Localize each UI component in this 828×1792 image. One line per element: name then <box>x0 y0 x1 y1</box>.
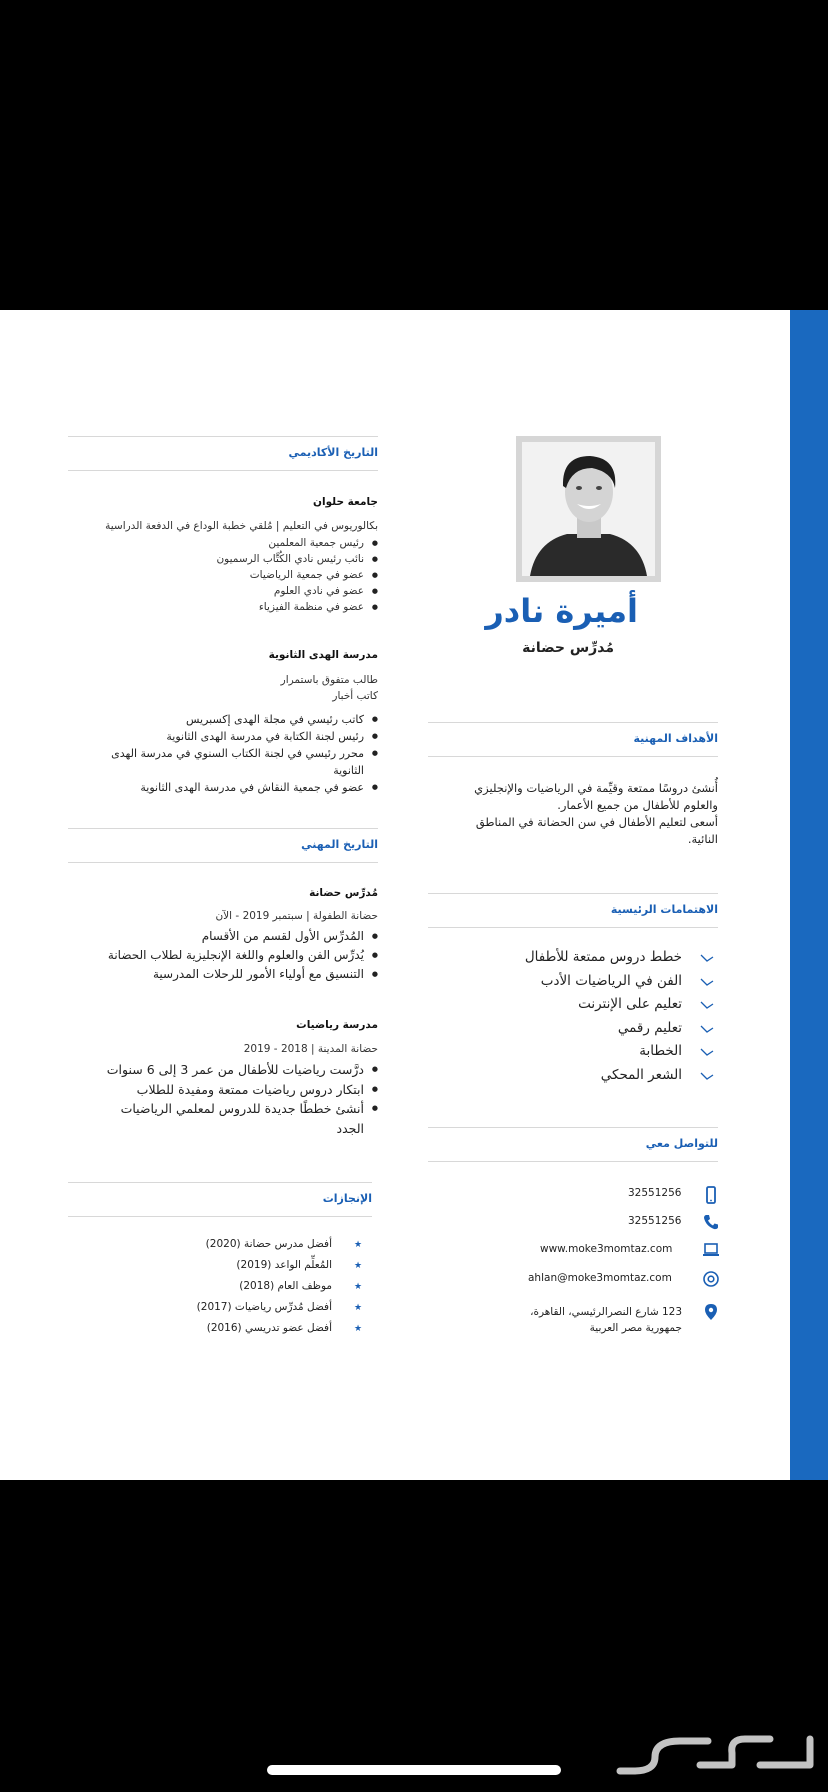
list-item: ● عضو في جمعية الرياضيات <box>216 567 378 583</box>
goals-line: أُنشئ دروسًا ممتعة وقيِّمة في الرياضيات والإنجليزي <box>474 781 718 795</box>
interest-item: خطط دروس ممتعة للأطفال <box>524 949 682 965</box>
profile-title: مُدرِّس حضانة <box>522 640 614 656</box>
list-item: ● محرر رئيسي في لجنة الكتاب السنوي في مدرسة الهدى <box>68 745 378 762</box>
university-name: جامعة حلوان <box>313 496 378 508</box>
interest-item: تعليم رقمي <box>617 1019 682 1036</box>
school-name: مدرسة الهدى الثانوية <box>268 649 378 661</box>
star-icon: ★ <box>354 1261 363 1271</box>
chevron-check-icon <box>700 1022 714 1036</box>
achievements-list <box>197 1234 332 1339</box>
job2-title: مدرسة رياضيات <box>296 1019 378 1031</box>
chevron-check-icon <box>700 951 714 965</box>
haraj-watermark-logo <box>610 1727 822 1779</box>
interest-item: الشعر المحكي <box>600 1066 682 1083</box>
list-item: ● رئيس لجنة الكتابة في مدرسة الهدى الثانوية <box>68 728 378 745</box>
profile-photo <box>522 442 655 576</box>
list-item: ● أنشئ خططًا جديدة للدروس لمعلمي الرياضيات <box>107 1099 378 1119</box>
map-pin-icon <box>702 1303 720 1321</box>
contact-website[interactable]: www.moke3momtaz.com <box>540 1243 673 1255</box>
goals-line: النائية. <box>687 832 718 846</box>
list-item: ● ابتكار دروس رياضيات ممتعة ومفيدة للطلاب <box>107 1080 378 1100</box>
at-sign-icon <box>702 1270 720 1288</box>
list-item: ● عضو في نادي العلوم <box>216 583 378 599</box>
list-item-continued: الثانوية <box>333 764 364 777</box>
star-icon: ★ <box>354 1240 363 1250</box>
chevron-check-icon <box>700 975 714 989</box>
section-career-title: التاريخ المهني <box>301 838 378 851</box>
list-item: ● نائب رئيس نادي الكُتَّاب الرسميون <box>216 551 378 567</box>
school-line: كاتب أخبار <box>332 690 378 702</box>
job2-meta: حضانة المدينة | 2018 - 2019 <box>243 1043 378 1055</box>
phone-handset-icon <box>702 1213 720 1231</box>
section-interests-title: الاهتمامات الرئيسية <box>610 903 718 916</box>
list-item: ● يُدرِّس الفن والعلوم واللغة الإنجليزية لطلاب الحضانة <box>108 946 378 965</box>
mobile-phone-icon <box>702 1186 720 1204</box>
star-icon: ★ <box>354 1282 363 1292</box>
achievement-item: موظف العام (2018) <box>239 1280 332 1292</box>
star-icon: ★ <box>354 1303 363 1313</box>
star-icon: ★ <box>354 1324 363 1334</box>
list-item: ● درَّست رياضيات للأطفال من عمر 3 إلى 6 سنوات <box>107 1060 378 1080</box>
chevron-check-icon <box>700 1045 714 1059</box>
chevron-check-icon <box>700 998 714 1012</box>
goals-line: أسعى لتعليم الأطفال في سن الحضانة في المناطق <box>475 815 718 829</box>
section-contact-title: للتواصل معي <box>645 1137 718 1150</box>
achievement-item: أفضل مُدرِّس رياضيات (2017) <box>196 1301 332 1313</box>
achievement-item: أفضل عضو تدريسي (2016) <box>206 1322 332 1334</box>
university-activities <box>216 535 378 615</box>
goals-line: والعلوم للأطفال من جميع الأعمار. <box>557 798 718 812</box>
profile-name: أميرة نادر <box>485 592 638 630</box>
contact-address <box>530 1304 682 1336</box>
job1-title: مُدرِّس حضانة <box>309 887 378 899</box>
list-item-continued: الجدد <box>336 1120 364 1136</box>
job2-duties <box>107 1060 378 1138</box>
laptop-icon <box>702 1241 720 1259</box>
chevron-check-icon <box>700 1069 714 1083</box>
address-line: 123 شارع النصرالرئيسي، القاهرة، <box>530 1306 682 1318</box>
home-indicator[interactable] <box>267 1765 561 1775</box>
resume-page <box>0 310 828 1480</box>
section-goals-title: الأهداف المهنية <box>633 732 718 745</box>
contact-phone-1[interactable]: 32551256 <box>628 1187 682 1199</box>
goals-text <box>418 780 718 848</box>
school-activities <box>68 711 378 796</box>
school-line: طالب متفوق باستمرار <box>280 674 378 686</box>
accent-side-bar <box>790 310 828 1480</box>
section-academic-title: التاريخ الأكاديمي <box>288 446 378 459</box>
contact-phone-2[interactable]: 32551256 <box>628 1215 682 1227</box>
job1-meta: حضانة الطفولة | سبتمبر 2019 - الآن <box>215 910 378 922</box>
interest-item: تعليم على الإنترنت <box>578 996 682 1012</box>
list-item: ● عضو في منظمة الفيزياء <box>216 599 378 615</box>
achievement-item: أفضل مدرس حضانة (2020) <box>205 1238 332 1250</box>
section-achievements-title: الإنجازات <box>322 1192 372 1205</box>
interests-list <box>525 946 682 1087</box>
job1-duties <box>108 927 378 984</box>
interest-item: الخطابة <box>639 1043 682 1059</box>
interest-item: الفن في الرياضيات الأدب <box>540 972 682 989</box>
university-degree: بكالوريوس في التعليم | مُلقي خطبة الوداع في الدفعة الدراسية <box>105 520 378 532</box>
list-item: ● عضو في جمعية النقاش في مدرسة الهدى الثانوية <box>68 779 378 796</box>
list-item: ● رئيس جمعية المعلمين <box>216 535 378 551</box>
contact-email[interactable]: ahlan@moke3momtaz.com <box>528 1272 672 1284</box>
profile-photo-frame <box>516 436 661 582</box>
list-item: ● التنسيق مع أولياء الأمور للرحلات المدرسية <box>108 965 378 984</box>
achievement-item: المُعلِّم الواعد (2019) <box>236 1259 332 1271</box>
address-line: جمهورية مصر العربية <box>589 1322 682 1334</box>
list-item: ● كاتب رئيسي في مجلة الهدى إكسبريس <box>68 711 378 728</box>
list-item: ● المُدرِّس الأول لقسم من الأقسام <box>108 927 378 946</box>
